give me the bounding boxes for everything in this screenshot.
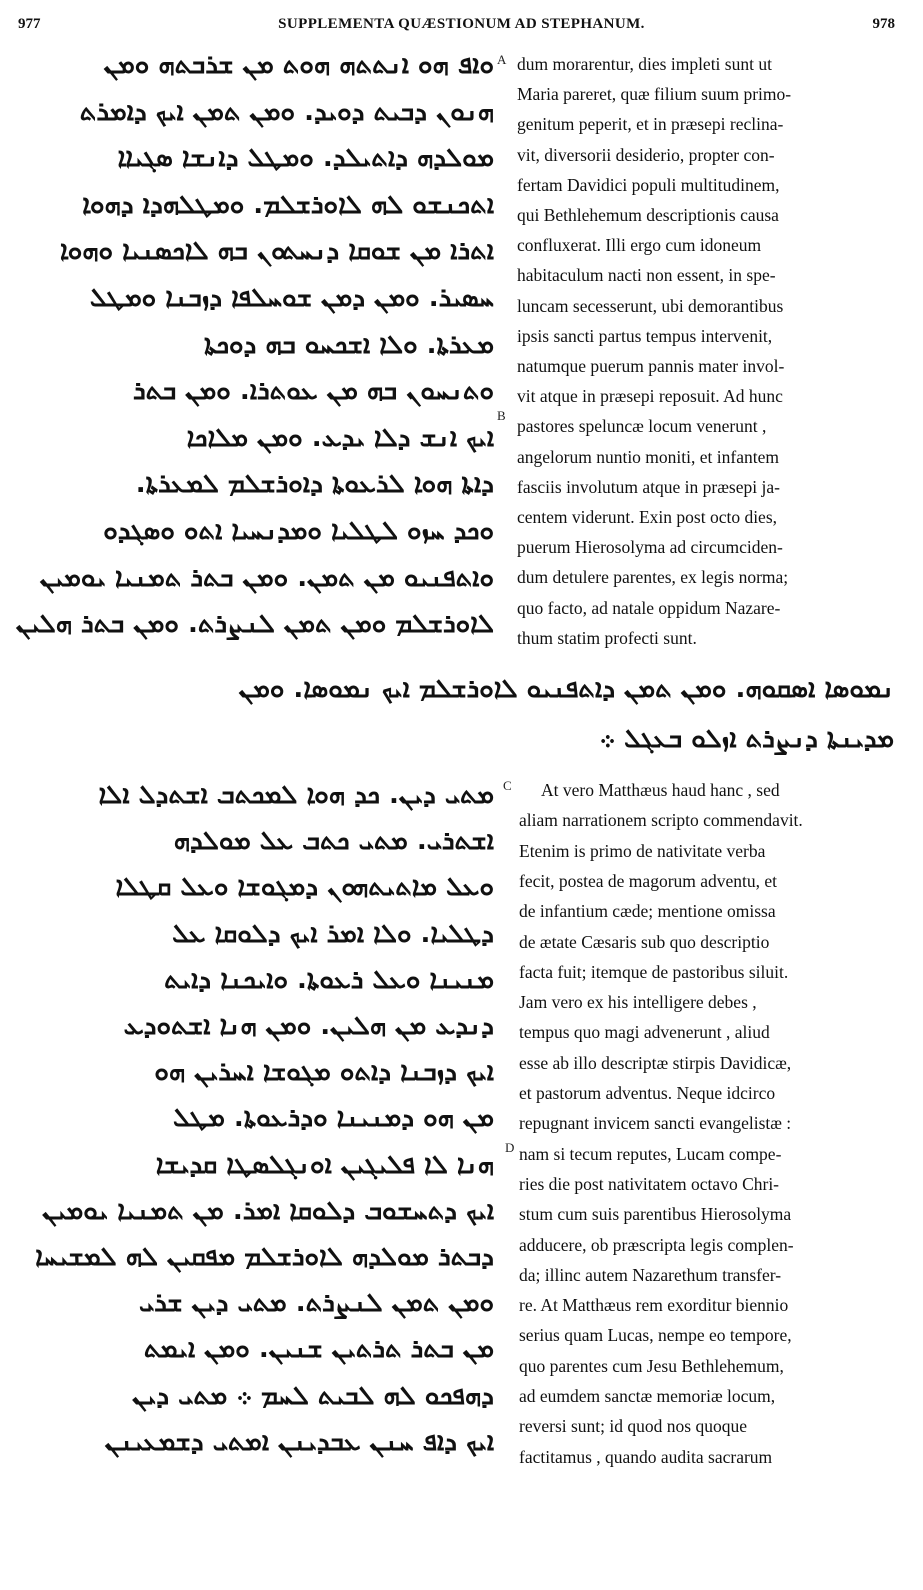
syriac-line: ܘܡܢ ܬܡܢ ܠܢܨܪܬ. ܡܬܝ ܕܝܢ ܫܪܝ	[138, 1290, 494, 1319]
syriac-line: ܐܝܟ ܕܬܚܫܘܒ ܕܠܘܩܐ ܐܡܪ. ܡܢ ܬܡܢܝܐ ܝܘܡܝܢ	[42, 1197, 494, 1226]
syriac-line: ܡܢ ܗܘ ܕܡܢܝܢܐ ܘܕܪܥܘܬܐ. ܡܛܠ	[173, 1105, 494, 1134]
latin-line: ries die post nativitatem octavo Chri-	[519, 1173, 780, 1194]
latin-line: facta fuit; itemque de pastoribus siluit.	[519, 961, 789, 982]
latin-line: tempus quo magi advenerunt , aliud	[519, 1022, 770, 1043]
syriac-line: ܘܐܬܦܢܝܘ ܡܢ ܬܡܢ. ܘܡܢ ܒܬܪ ܬܡܢܝܐ ܝܘܡܝܢ	[39, 564, 494, 593]
latin-line: qui Bethlehemum descriptionis causa	[517, 205, 779, 225]
latin-line: centem viderunt. Exin post octo dies,	[517, 507, 778, 527]
latin-line: thum statim profecti sunt.	[517, 627, 697, 648]
syriac-line: ܘܐܦ ܗܘ ܐܢܬܬܗ ܗܘܬ ܡܢ ܫܪܒܬܗ ܘܡܢ	[103, 52, 494, 80]
syriac-line: ܗܢܘܢ ܕܒܝܬ ܕܘܝܕ. ܘܡܢ ܬܡܢ ܐܝܟ ܕܐܡܪܬ	[79, 98, 494, 127]
syriac-line: ܕܛܠܝܐ. ܘܠܐ ܐܡܪ ܐܝܟ ܕܠܘܩܐ ܥܠ	[172, 920, 494, 949]
syriac-line: ܘܟܕ ܚܙܘ ܠܛܠܝܐ ܘܡܕܢܚܝܐ ܐܬܘ ܘܣܓܕܘ	[103, 518, 494, 546]
latin-line: de infantium cæde; mentione omissa	[519, 901, 776, 922]
syriac-line: ܡܥܪܬܐ. ܘܠܐ ܐܫܟܚܘ ܒܗ ܕܘܟܬܐ	[204, 331, 494, 360]
latin-line: reversi sunt; id quod nos quoque	[519, 1416, 747, 1437]
page-number-left: 977	[18, 16, 41, 32]
latin-line: da; illinc autem Nazarethum transfer-	[519, 1264, 782, 1285]
syriac-line: ܐܬܪܐ ܡܢ ܫܘܩܐ ܕܢܚܬܘܢ ܒܗ ܠܐܟܣܢܝܐ ܘܗܘܐ	[59, 238, 494, 267]
syriac-line: ܡܬܝ ܕܝܢ. ܟܕ ܗܘܐ ܠܡܟܬܒ ܐܫܬܕܠ ܐܠܐ	[98, 782, 494, 810]
latin-line: Maria pareret, quæ filium suum primo-	[517, 84, 792, 105]
latin-line: vit atque in præsepi reposuit. Ad hunc	[517, 386, 783, 407]
latin-line: vit, diversorii desiderio, propter con-	[517, 144, 775, 165]
syriac-line: ܕܢܕܥ ܡܢ ܗܠܝܢ. ܘܡܢ ܗܢܐ ܐܫܬܘܕܥ	[123, 1013, 494, 1041]
latin-line: repugnant invicem sancti evangelistæ :	[519, 1113, 792, 1134]
latin-line: quo facto, ad natale oppidum Nazare-	[517, 597, 781, 618]
latin-line: ipsis sancti partus tempus intervenit,	[517, 325, 773, 346]
latin-line: ad eumdem sanctæ memoriæ locum,	[519, 1386, 776, 1406]
latin-line: de ætate Cæsaris sub quo descriptio	[519, 931, 770, 952]
margin-marker-b: B	[497, 408, 506, 423]
syriac-line: ܡܢܝܢܐ ܘܥܠ ܪܥܘܬܐ. ܘܐܝܟܢܐ ܕܐܝܬ	[164, 966, 494, 995]
margin-marker-a: A	[497, 52, 507, 67]
latin-line: angelorum nuntio moniti, et infantem	[517, 446, 779, 467]
latin-line: Jam vero ex his intelligere debes ,	[519, 992, 757, 1013]
latin-line: pastores speluncæ locum venerunt ,	[517, 416, 767, 437]
latin-line: dum morarentur, dies impleti sunt ut	[517, 54, 772, 74]
syriac-line: ܡܘܠܕܗ ܕܐܬܝܠܕ. ܘܡܛܠ ܕܐܢܫܐ ܣܓܝܐܐ	[117, 145, 494, 174]
syriac-line: ܐܬܟܢܫܘ ܠܗ ܠܐܘܪܫܠܡ. ܘܡܛܠܗܕܐ ܕܗܘܐ	[82, 191, 494, 220]
latin-line: esse ab illo descriptæ stirpis Davidicæ,	[519, 1052, 792, 1073]
latin-line: stum cum suis parentibus Hierosolyma	[519, 1204, 792, 1225]
syriac-line: ܕܗܦܟܘ ܠܗ ܠܒܝܬ ܠܚܡ ܀ ܡܬܝ ܕܝܢ	[132, 1382, 494, 1411]
page-number-right: 978	[872, 16, 895, 32]
latin-line: re. At Matthæus rem exorditur biennio	[519, 1295, 789, 1316]
latin-line: nam si tecum reputes, Lucam compe-	[519, 1143, 782, 1164]
syriac-line: ܐܝܟ ܕܙܒܢܐ ܕܐܬܘ ܡܓܘܫܐ ܐܚܪܝܢ ܗܘ	[154, 1059, 494, 1088]
latin-line: confluxerat. Illi ergo cum idoneum	[517, 235, 762, 256]
latin-line: adducere, ob præscripta legis complen-	[519, 1234, 794, 1255]
latin-line: fasciis involutum atque in præsepi ja-	[517, 476, 780, 497]
syriac-line: ܠܐܘܪܫܠܡ ܘܡܢ ܬܡܢ ܠܢܨܪܬ. ܘܡܢ ܒܬܪ ܗܠܝܢ	[16, 611, 494, 640]
margin-marker-d: D	[505, 1140, 515, 1155]
syriac-line: ܘܥܠ ܡܐܬܝܬܗܘܢ ܕܡܓܘܫܐ ܘܥܠ ܩܛܠܐ	[115, 874, 494, 903]
latin-line: habitaculum nacti non essent, in spe-	[517, 265, 776, 286]
latin-line: puerum Hierosolyma ad circumciden-	[517, 537, 783, 558]
syriac-line: ܘܬܢܚܘܢ ܒܗ ܡܢ ܥܘܬܪܐ. ܘܡܢ ܒܬܪ	[132, 378, 494, 407]
syriac-line: ܡܕܝܢܬܐ ܕܢܨܪܬ ܐܙܠܘ ܒܥܓܠ ܀	[599, 726, 894, 754]
latin-line: fertam Davidici populi multitudinem,	[517, 174, 780, 195]
latin-line: luncam secesserunt, ubi demorantibus	[517, 295, 784, 316]
syriac-line: ܡܢ ܒܬܪ ܬܪܬܝܢ ܫܢܝܢ. ܘܡܢ ܐܝܡܬ	[143, 1336, 494, 1365]
latin-line: genitum peperit, et in præsepi reclina-	[517, 114, 784, 135]
latin-line: factitamus , quando audita sacrarum	[519, 1446, 773, 1467]
margin-marker-c: C	[503, 778, 512, 793]
latin-line: dum detulere parentes, ex legis norma;	[517, 567, 789, 588]
latin-line: quo parentes cum Jesu Bethlehemum,	[519, 1355, 784, 1376]
syriac-line: ܐܝܟ ܐܢܫ ܕܠܐ ܝܕܥ. ܘܡܢ ܡܠܐܟܐ	[186, 424, 494, 453]
latin-line: et pastorum adventus. Neque idcirco	[519, 1083, 776, 1103]
latin-line: fecit, postea de magorum adventu, et	[519, 870, 778, 891]
latin-line: Etenim is primo de nativitate verba	[519, 840, 766, 861]
syriac-line: ܗܢܐ ܠܐ ܦܠܝܓܝܢ ܐܘܢܓܠܣܛܐ ܩܕܝܫܐ	[155, 1151, 494, 1180]
syriac-line: ܕܒܬܪ ܡܘܠܕܗ ܠܐܘܪܫܠܡ ܡܦܩܝܢ ܠܗ ܠܡܫܝܚܐ	[35, 1244, 494, 1272]
syriac-line: ܐܝܟ ܕܐܦ ܚܢܢ ܥܒܕܝܢܢ ܐܡܬܝ ܕܫܡܥܝܢܢ	[104, 1428, 494, 1457]
running-title: SUPPLEMENTA QUÆSTIONUM AD STEPHANUM.	[278, 16, 645, 32]
syriac-line: ܚܣܝܪ. ܘܡܢ ܕܡܢ ܫܘܚܠܦܐ ܕܙܒܢܐ ܘܡܛܠ	[89, 285, 494, 313]
syriac-line: ܕܐܬܐ ܗܘܐ ܠܪܥܘܬܐ ܕܐܘܪܫܠܡ ܠܡܥܪܬܐ.	[135, 471, 494, 500]
latin-line: aliam narrationem scripto commendavit.	[519, 810, 803, 831]
latin-line: At vero Matthæus haud hanc , sed	[541, 780, 780, 800]
latin-line: natumque puerum pannis mater invol-	[517, 356, 785, 376]
latin-line: serius quam Lucas, nempe eo tempore,	[519, 1325, 792, 1346]
syriac-line: ܐܫܬܪܝ. ܡܬܝ ܟܬܒ ܥܠ ܡܘܠܕܗ	[173, 828, 494, 857]
syriac-line: ܢܡܘܣܐ ܐܣܩܘܗ. ܘܡܢ ܬܡܢ ܕܐܬܦܢܝܘ ܠܐܘܪܫܠܡ ܐܝܟ ܢܡܘܣܐ. ܘܡܢ	[238, 676, 894, 704]
